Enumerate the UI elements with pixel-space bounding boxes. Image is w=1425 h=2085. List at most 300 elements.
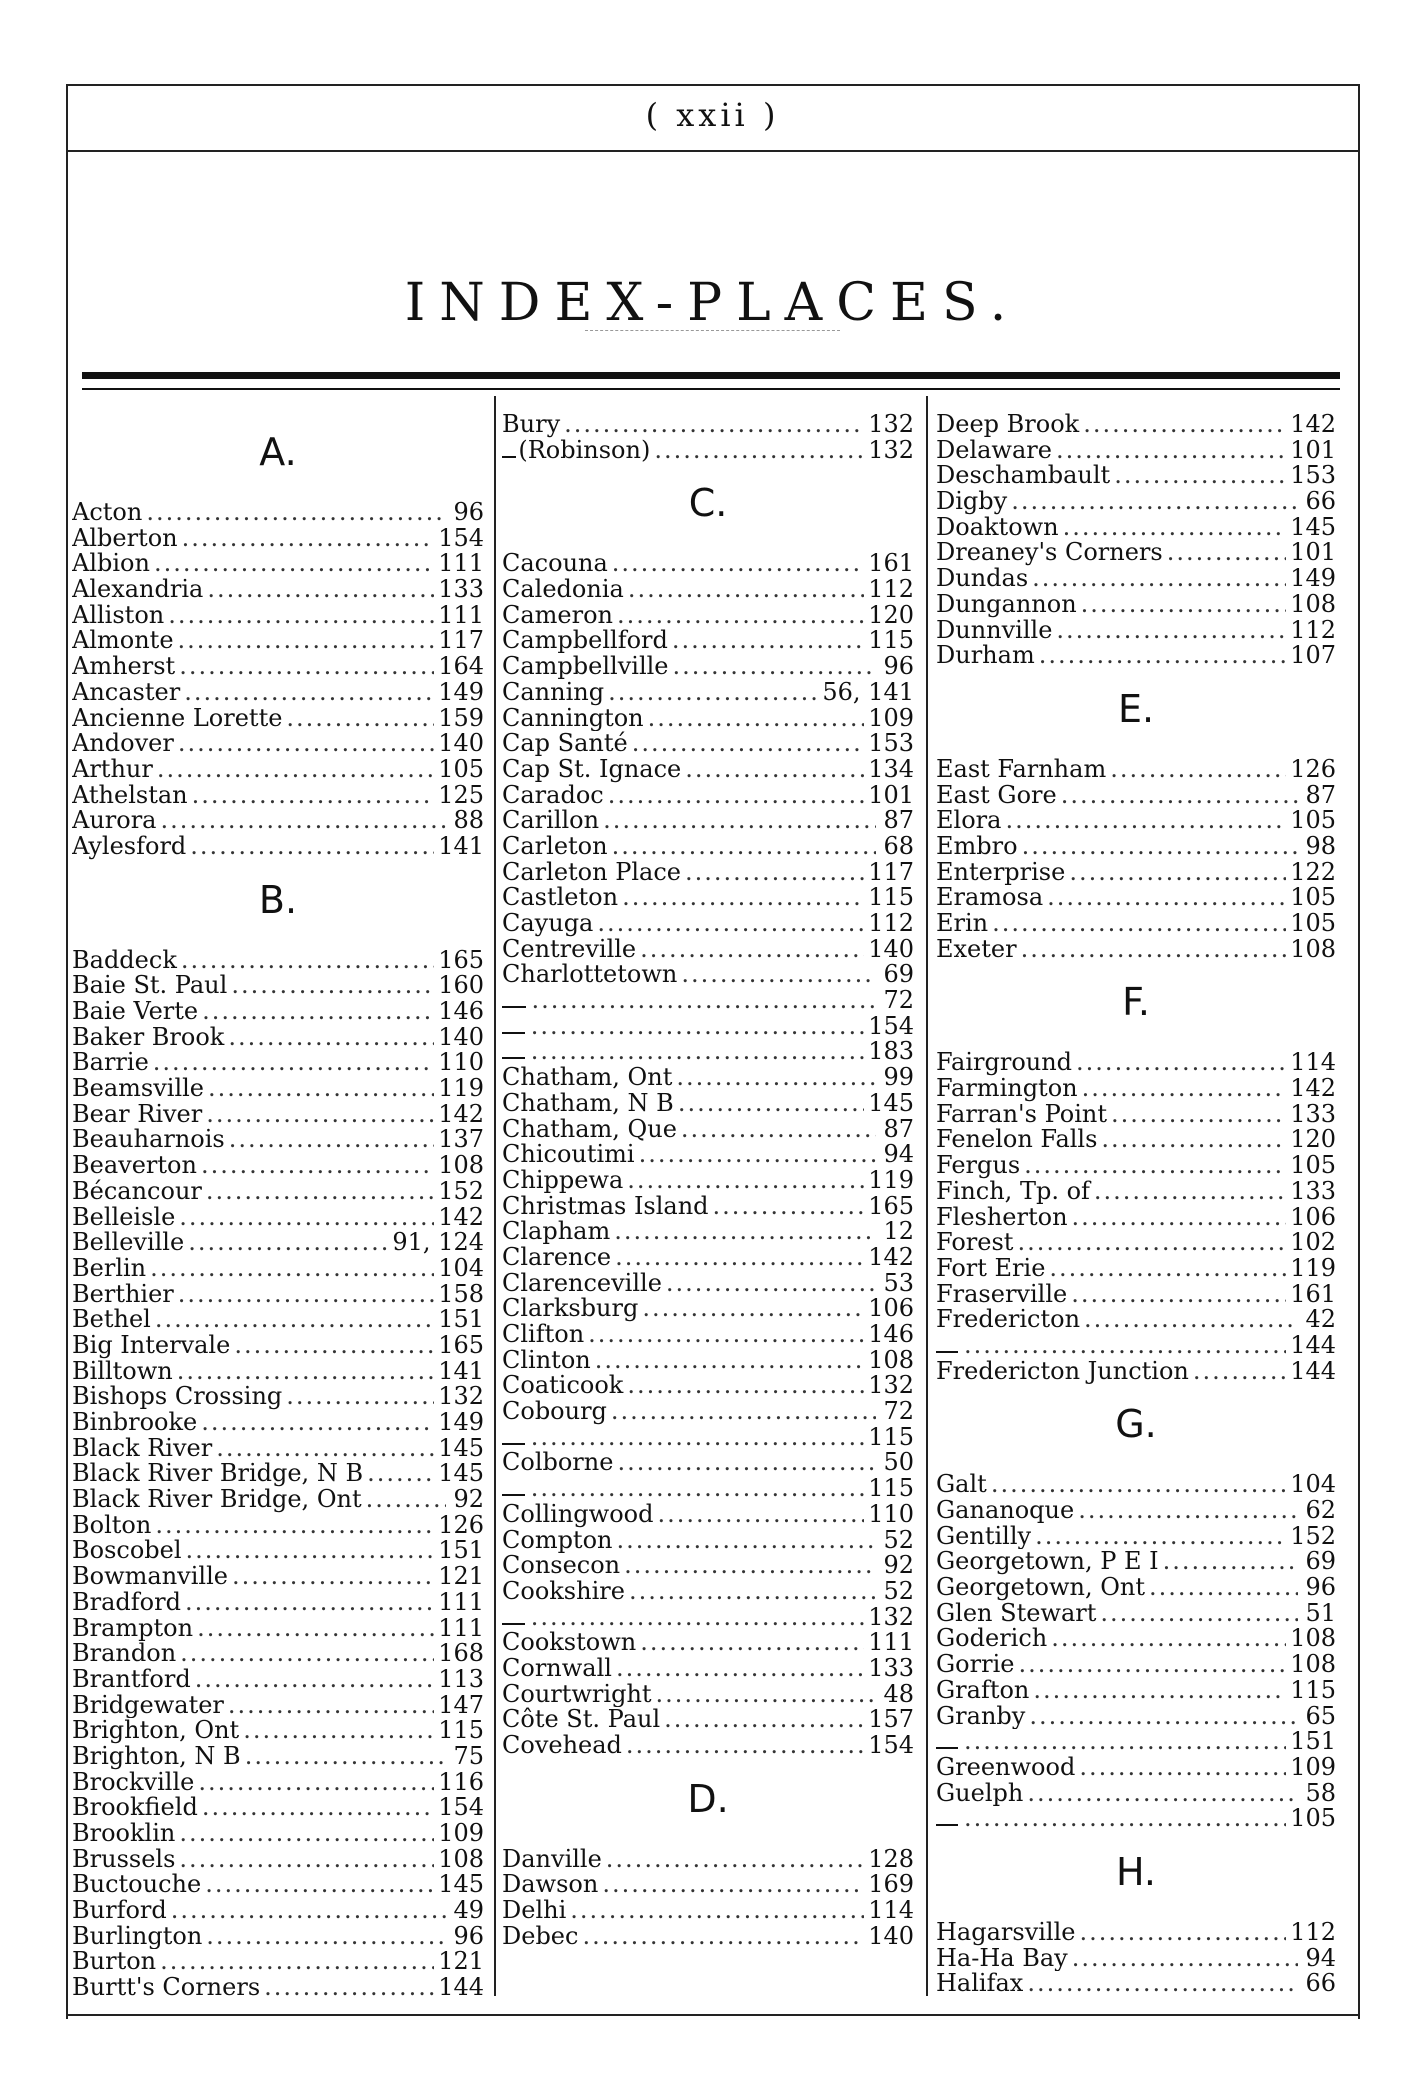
dot-leader: [1056, 618, 1286, 644]
index-entry: [502, 1630, 914, 1656]
place-name: Carleton: [502, 833, 608, 860]
place-name: Elora: [936, 808, 1002, 834]
section-letter: E.: [1117, 686, 1155, 731]
dot-leader: [1011, 489, 1298, 515]
index-entry: [502, 1348, 914, 1374]
place-name: Christmas Island: [502, 1193, 709, 1220]
dot-leader: [1100, 1601, 1298, 1627]
ditto-dash: [936, 1747, 958, 1749]
dot-leader: [614, 1219, 876, 1245]
page-number: 140: [868, 936, 914, 963]
index-entry: [502, 412, 914, 438]
page-number: 110: [438, 1050, 484, 1077]
page-number: 108: [1290, 936, 1336, 963]
page-number: 75: [453, 1743, 484, 1770]
place-name: Cookstown: [502, 1630, 637, 1656]
index-entry: [502, 603, 914, 629]
place-name: Castleton: [502, 885, 619, 911]
place-name: Chatham, Ont: [502, 1065, 673, 1091]
place-name: Berlin: [72, 1255, 147, 1282]
index-entry: [72, 1898, 484, 1924]
index-entry: [502, 1142, 914, 1168]
page-number: 107: [1290, 643, 1336, 669]
page-number: 92: [453, 1487, 484, 1513]
place-name: Granby: [936, 1703, 1026, 1730]
index-entry: [936, 911, 1336, 937]
dot-leader: [155, 1307, 434, 1333]
index-entry: [72, 1282, 484, 1308]
page-number: 116: [438, 1769, 484, 1796]
place-name: Canning: [502, 679, 605, 706]
dot-leader: [713, 1194, 865, 1220]
place-name: Big Intervale: [72, 1332, 231, 1359]
page-number: 115: [868, 1476, 914, 1502]
place-name: Alberton: [72, 525, 178, 552]
place-name: Fredericton: [936, 1307, 1081, 1333]
index-entry: [72, 654, 484, 680]
page-number: 108: [868, 1347, 914, 1374]
place-name: Almonte: [72, 628, 174, 655]
place-name: Durham: [936, 643, 1035, 669]
place-name: Delaware: [936, 437, 1052, 464]
page-number: 157: [868, 1707, 914, 1733]
index-entry: [936, 566, 1336, 592]
dot-leader: [654, 438, 864, 464]
dot-leader: [160, 1949, 434, 1975]
place-name: Clifton: [502, 1322, 585, 1348]
index-entry: [72, 1127, 484, 1153]
dot-leader: [202, 999, 434, 1025]
place-name: Forest: [936, 1230, 1014, 1256]
page-number: 115: [438, 1718, 484, 1744]
place-name: Chicoutimi: [502, 1142, 635, 1168]
page-number: 108: [438, 1846, 484, 1873]
page-number: 96: [883, 654, 914, 680]
dot-leader: [1076, 1050, 1286, 1076]
page-number: 160: [438, 973, 484, 999]
ditto-dash: [502, 1443, 525, 1445]
index-entry: [502, 1605, 914, 1631]
place-name: Brookfield: [72, 1795, 198, 1821]
dot-leader: [192, 783, 435, 809]
dot-leader: [1080, 1920, 1287, 1946]
place-name: Galt: [936, 1472, 987, 1498]
ditto-dash: [936, 1351, 958, 1353]
place-name: Brussels: [72, 1846, 176, 1873]
page-number: 96: [453, 500, 484, 526]
page-number: 91, 124: [392, 1230, 484, 1256]
dot-leader: [190, 834, 434, 860]
dot-leader: [201, 1410, 434, 1436]
page-number: 72: [883, 988, 914, 1014]
page-number: 96: [453, 1923, 484, 1950]
index-entry: [72, 1975, 484, 2001]
dot-leader: [1027, 1971, 1298, 1997]
place-name: Delhi: [502, 1898, 567, 1924]
dot-leader: [640, 1630, 864, 1656]
place-name: Campbellford: [502, 628, 668, 655]
index-entry: [502, 757, 914, 783]
dot-leader: [150, 1256, 434, 1282]
page-number: 183: [868, 1039, 914, 1066]
place-name: Beamsville: [72, 1076, 205, 1102]
place-name: Dawson: [502, 1872, 599, 1899]
page-number: 115: [868, 628, 914, 655]
page-number: 112: [1290, 617, 1336, 644]
index-entry: [936, 618, 1336, 644]
page-number: 92: [883, 1553, 914, 1579]
index-entry: [72, 1307, 484, 1333]
dot-leader: [531, 1476, 864, 1502]
page-number: 72: [883, 1399, 914, 1425]
place-name: Albion: [72, 551, 150, 578]
thick-rule: [82, 372, 1340, 379]
index-entry: [72, 1693, 484, 1719]
place-name: Black River: [72, 1435, 213, 1462]
dot-leader: [1018, 1652, 1286, 1678]
page-number: 112: [868, 911, 914, 937]
place-name: Black River Bridge, N B: [72, 1461, 364, 1488]
page-number: 144: [438, 1975, 484, 2001]
place-name: Bishops Crossing: [72, 1384, 283, 1410]
place-name: Coaticook: [502, 1373, 624, 1400]
index-entry: [72, 808, 484, 834]
place-name: Goderich: [936, 1626, 1048, 1653]
page-number: 111: [438, 551, 484, 578]
dot-leader: [202, 1795, 434, 1821]
place-name: Carillon: [502, 808, 600, 834]
dot-leader: [232, 1564, 434, 1590]
dot-leader: [181, 948, 434, 974]
page-number: 121: [438, 1949, 484, 1976]
index-entry: [72, 1050, 484, 1076]
index-entry: [936, 1282, 1336, 1308]
index-entry: [502, 808, 914, 834]
dot-leader: [627, 1373, 864, 1399]
dot-leader: [1027, 1781, 1298, 1807]
place-name: Farmington: [936, 1076, 1078, 1102]
page-number: 133: [438, 577, 484, 603]
dot-leader: [367, 1461, 434, 1487]
index-entry: [936, 834, 1336, 860]
page-number: 145: [868, 1090, 914, 1117]
page-number: 53: [883, 1270, 914, 1297]
place-name: Doaktown: [936, 514, 1059, 541]
index-entry: [936, 1920, 1336, 1946]
place-name: Alliston: [72, 602, 165, 629]
place-name: Baie Verte: [72, 999, 199, 1025]
index-entry: [936, 937, 1336, 963]
place-name: Debec: [502, 1923, 579, 1950]
page-number: 112: [868, 577, 914, 603]
dot-leader: [198, 1770, 434, 1796]
dot-leader: [1039, 643, 1286, 669]
page-number: 111: [438, 1615, 484, 1642]
index-entry: [502, 1502, 914, 1528]
page-number: 137: [438, 1127, 484, 1154]
place-name: Brandon: [72, 1641, 177, 1667]
place-name: Dundas: [936, 566, 1029, 592]
page-number: 142: [868, 1244, 914, 1271]
dot-leader: [608, 783, 864, 809]
index-entry: [502, 1065, 914, 1091]
dot-leader: [179, 1205, 434, 1231]
dot-leader: [1079, 1755, 1286, 1781]
place-name: Barrie: [72, 1050, 149, 1077]
index-entry: [502, 438, 914, 464]
page-number: 164: [438, 654, 484, 680]
page-number: 142: [438, 1101, 484, 1128]
place-name: Charlottetown: [502, 962, 678, 989]
index-entry: [502, 1656, 914, 1682]
dot-leader: [1082, 1076, 1287, 1102]
column-divider: [926, 396, 928, 1996]
page-number: 65: [1305, 1703, 1336, 1730]
dot-leader: [588, 1322, 864, 1348]
page-number: 102: [1290, 1230, 1336, 1256]
page-number: 144: [1290, 1358, 1336, 1385]
page-number: 105: [1290, 911, 1336, 937]
place-name: Bolton: [72, 1512, 152, 1539]
page-number: 99: [883, 1065, 914, 1091]
place-name: (Robinson): [518, 437, 651, 464]
index-entry: [502, 834, 914, 860]
page-number: 142: [1290, 1076, 1336, 1102]
page-number: 146: [868, 1322, 914, 1348]
place-name: Bury: [502, 412, 561, 438]
dot-leader: [179, 1847, 434, 1873]
index-entry: [72, 1513, 484, 1539]
index-entry: [936, 1946, 1336, 1972]
page-number: 50: [883, 1450, 914, 1477]
place-name: Grafton: [936, 1677, 1030, 1704]
dot-leader: [286, 706, 434, 732]
place-name: Brighton, N B: [72, 1743, 241, 1770]
index-entry: [936, 1076, 1336, 1102]
page-number: 153: [1290, 463, 1336, 490]
dot-leader: [231, 973, 434, 999]
page-number: 147: [438, 1692, 484, 1719]
index-entry: [72, 1153, 484, 1179]
index-entry: [502, 962, 914, 988]
index-entry: [72, 1461, 484, 1487]
place-name: Burlington: [72, 1923, 203, 1950]
index-entry: [72, 706, 484, 732]
place-name: Deep Brook: [936, 412, 1080, 438]
index-entry: [502, 937, 914, 963]
dot-leader: [616, 1528, 876, 1554]
dot-leader: [245, 1744, 446, 1770]
dot-leader: [597, 911, 864, 937]
dot-leader: [1094, 1179, 1286, 1205]
section-letter: F.: [1122, 980, 1150, 1025]
dot-leader: [629, 1579, 876, 1605]
index-entry: [72, 1256, 484, 1282]
page-number: 146: [438, 999, 484, 1025]
place-name: Athelstan: [72, 782, 188, 809]
dot-leader: [964, 1333, 1286, 1359]
page-number: 114: [1290, 1050, 1336, 1077]
page-number: 165: [438, 1332, 484, 1359]
place-name: Bradford: [72, 1589, 181, 1616]
page-number: 154: [438, 1795, 484, 1821]
place-name: Glen Stewart: [936, 1600, 1097, 1627]
index-entry: [72, 526, 484, 552]
dot-leader: [264, 1975, 434, 2001]
page-number: 149: [1290, 566, 1336, 592]
place-name: Acton: [72, 500, 143, 526]
dot-leader: [628, 577, 864, 603]
page-number: 134: [868, 756, 914, 783]
dot-leader: [1110, 757, 1286, 783]
dot-leader: [201, 1153, 434, 1179]
place-name: Binbrooke: [72, 1410, 198, 1436]
page-number: 119: [438, 1076, 484, 1102]
section-letter: B.: [258, 877, 298, 922]
dot-leader: [532, 988, 876, 1014]
dot-leader: [639, 1142, 876, 1168]
index-entry: [502, 1707, 914, 1733]
place-name: Clinton: [502, 1347, 591, 1374]
page-number: 115: [868, 1424, 914, 1451]
page-number: 158: [438, 1281, 484, 1308]
place-name: Dreaney's Corners: [936, 540, 1163, 567]
dot-leader: [1022, 834, 1298, 860]
dot-leader: [1063, 515, 1287, 541]
page-number: 141: [438, 833, 484, 860]
place-name: Fredericton Junction: [936, 1358, 1189, 1385]
page-number: 108: [438, 1153, 484, 1179]
dot-leader: [664, 1707, 864, 1733]
place-name: Bear River: [72, 1101, 203, 1128]
section-letter: G.: [1115, 1402, 1157, 1447]
place-name: Caradoc: [502, 782, 604, 809]
page-number: 52: [883, 1527, 914, 1554]
index-entry: [502, 628, 914, 654]
index-entry: [72, 783, 484, 809]
dot-leader: [1032, 566, 1286, 592]
place-name: Côte St. Paul: [502, 1707, 661, 1733]
dot-leader: [1047, 885, 1286, 911]
index-entry: [72, 1359, 484, 1385]
dot-leader: [531, 1014, 864, 1040]
ditto-dash: [502, 1494, 525, 1496]
index-entry: [72, 731, 484, 757]
dot-leader: [1111, 1102, 1286, 1128]
place-name: Colborne: [502, 1450, 614, 1477]
dot-leader: [627, 1168, 864, 1194]
dot-leader: [595, 1348, 864, 1374]
place-name: Carleton Place: [502, 859, 681, 886]
page-number: 87: [1305, 782, 1336, 809]
dot-leader: [673, 654, 877, 680]
page-number: 168: [438, 1641, 484, 1667]
page-number: 113: [438, 1666, 484, 1693]
index-entry: [936, 463, 1336, 489]
index-column-1: [72, 412, 484, 2001]
index-entry: [72, 680, 484, 706]
dot-leader: [171, 1898, 446, 1924]
place-name: Fenelon Falls: [936, 1127, 1098, 1154]
dot-leader: [1056, 438, 1286, 464]
page-number: 133: [1290, 1101, 1336, 1128]
index-entry: [502, 680, 914, 706]
page-number: 145: [438, 1435, 484, 1462]
place-name: Aylesford: [72, 833, 187, 860]
place-name: Billtown: [72, 1358, 173, 1385]
page-number: 141: [438, 1358, 484, 1385]
page-number: 48: [883, 1681, 914, 1708]
dot-leader: [666, 1271, 876, 1297]
index-entry: [936, 1153, 1336, 1179]
page-number: 101: [1290, 540, 1336, 567]
place-name: Dunnville: [936, 617, 1053, 644]
place-name: Covehead: [502, 1733, 622, 1759]
place-name: Bécancour: [72, 1178, 202, 1205]
dot-leader: [1061, 783, 1298, 809]
place-name: Halifax: [936, 1971, 1024, 1997]
bottom-rule: [66, 2014, 1358, 2016]
page-number: 117: [438, 628, 484, 655]
place-name: Aurora: [72, 808, 157, 834]
index-entry: [502, 1373, 914, 1399]
index-entry: [72, 1410, 484, 1436]
page-number: 145: [1290, 514, 1336, 541]
dot-leader: [656, 1682, 876, 1708]
place-name: Amherst: [72, 654, 176, 680]
page-number: 114: [868, 1898, 914, 1924]
page-number: 42: [1305, 1307, 1336, 1333]
page-number: 169: [868, 1872, 914, 1899]
dot-leader: [146, 500, 446, 526]
page-number: 68: [883, 833, 914, 860]
dot-leader: [1033, 1678, 1286, 1704]
page-number: 132: [868, 437, 914, 464]
page-number: 105: [438, 756, 484, 783]
index-entry: [72, 1333, 484, 1359]
dot-leader: [208, 1076, 434, 1102]
page-number: 140: [438, 1024, 484, 1051]
dot-leader: [531, 1425, 864, 1451]
index-entry: [936, 540, 1336, 566]
dot-leader: [205, 1872, 434, 1898]
place-name: Centreville: [502, 936, 637, 963]
page-number: 151: [438, 1538, 484, 1565]
dot-leader: [964, 1729, 1286, 1755]
dot-leader: [153, 1050, 434, 1076]
dot-leader: [657, 1502, 864, 1528]
index-entry: [502, 1091, 914, 1117]
page-number: 109: [438, 1821, 484, 1847]
ditto-dash: [502, 1032, 525, 1034]
dot-leader: [991, 1472, 1286, 1498]
place-name: Ancaster: [72, 679, 181, 706]
page-number: 145: [438, 1872, 484, 1899]
index-entry: [936, 1333, 1336, 1359]
page-number: 132: [868, 1604, 914, 1631]
index-entry: [72, 500, 484, 526]
place-name: Ha-Ha Bay: [936, 1945, 1068, 1972]
page-number: 144: [1290, 1332, 1336, 1359]
index-entry: [72, 1025, 484, 1051]
index-entry: [936, 1359, 1336, 1385]
place-name: Eramosa: [936, 885, 1044, 911]
place-name: Berthier: [72, 1281, 174, 1308]
page-number: 142: [438, 1204, 484, 1231]
dot-leader: [1051, 1626, 1286, 1652]
index-entry: [936, 885, 1336, 911]
index-entry: [502, 1399, 914, 1425]
